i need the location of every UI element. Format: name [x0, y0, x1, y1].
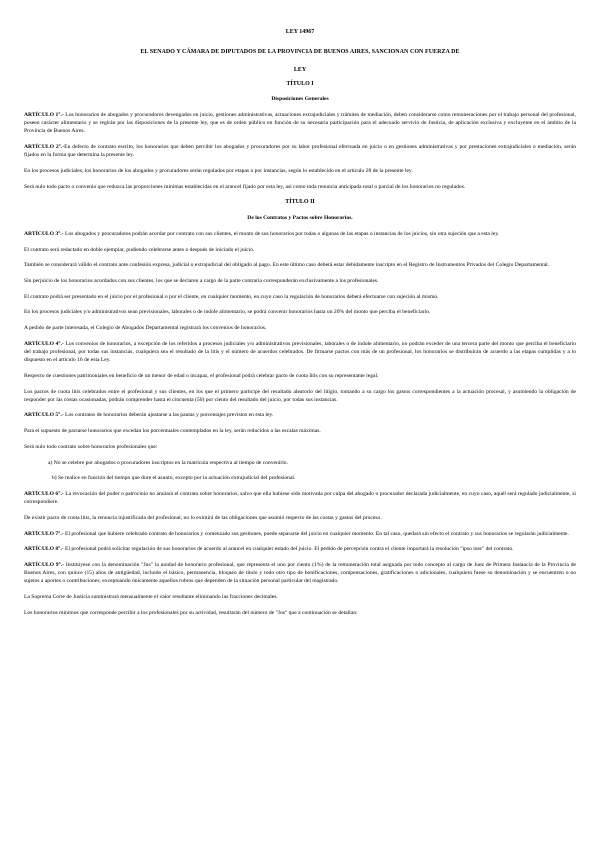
paragraph	[24, 230, 576, 238]
titulo-2-heading: TÍTULO II	[285, 199, 315, 206]
titulo-1-subheading: Disposiciones Generales	[271, 95, 329, 102]
article-label: ARTÍCULO 1°.-	[24, 112, 64, 119]
paragraph-text: El profesional podrá solicitar regulación de sus honorarios de acuerdo al arancel en cualquier estado del juicio. El pedido de percepción contra el cliente importará la resolución "ipso iure" del contrato.	[63, 546, 514, 553]
paragraph-text: Los convenios de honorarios, a excepción de los referidos a procesos judiciales y/o administrativos previsionales, laborales o de índole alimentario, no podrán exceder de una tercera parte del monto que perciba el beneficiario del trabajo profesional, por todas sus instancias, cualquiera sea el resultado de la litis y el número de acuerdos celebrados. De firmarse pactos con más de un profesional, los honorarios se distribuirán de acuerdo a las etapas cumplidas y a lo dispuesto en el artículo 16 de esta Ley.	[24, 340, 577, 364]
paragraph	[24, 388, 576, 404]
paragraph-text: También se considerará válido el contrato ante confesión expresa, judicial o extrajudicial del obligado al pago. En este último caso deberá estar debidamente inscripto en el Registro de Instrumentos Privados del Colegio Departamental.	[24, 262, 550, 269]
paragraph	[24, 293, 576, 301]
paragraph-text: La revocación del poder o patrocinio no anulará el contrato sobre honorarios, salvo que ella hubiese sido motivada por culpa del abogado o procurador declarada judicialmente, en cuyo caso, aquél será regulado judicialmente, si correspondiere.	[24, 491, 576, 506]
paragraph-text: Sin perjuicio de los honorarios acordados con sus clientes, los que se declaren a cargo de la parte contraria corresponderán exclusivamente a los profesionales.	[24, 277, 379, 284]
paragraph	[24, 545, 576, 553]
paragraph	[24, 111, 576, 136]
titulo-2-body	[24, 230, 576, 617]
paragraph-text: A pedido de parte interesada, el Colegio de Abogados Departamental registrará los convenios de honorarios.	[24, 325, 267, 332]
article-label: ARTÍCULO 4°.-	[24, 340, 64, 347]
paragraph-text: De existir pacto de cuota litis, la renuncia injustificada del profesional, no lo eximirá de las obligaciones que asumió respecto de las costas y gastos del proceso.	[24, 514, 382, 521]
article-label: ARTÍCULO 8°.-	[24, 546, 64, 553]
paragraph	[24, 246, 576, 254]
paragraph-text: El contrato será redactado en doble ejemplar, pudiendo celebrarse antes o después de iniciado el juicio.	[24, 246, 255, 253]
titulo-2-subheading: De los Contratos y Pactos sobre Honorarios.	[247, 214, 353, 221]
titulo-1-heading: TÍTULO I	[286, 80, 314, 87]
paragraph	[24, 514, 576, 522]
paragraph-text: Para el supuesto de pactarse honorarios que excedan los porcentuales contemplados en la ley, serán reducidos a las escalas máximas.	[24, 428, 321, 435]
paragraph	[24, 411, 576, 419]
paragraph	[24, 593, 576, 601]
paragraph	[24, 183, 576, 191]
paragraph-text: Los honorarios mínimos que corresponde percibir a los profesionales por su actividad, resultarán del número de "Jus" que a continuación se detallan:	[24, 609, 358, 616]
paragraph	[24, 427, 576, 435]
list-item: b) Se realice en función del tiempo que dure el asunto, excepto por la actuación extrajudicial del profesional.	[52, 475, 296, 482]
article-label: ARTÍCULO 7°.-	[24, 530, 64, 537]
paragraph	[24, 143, 576, 159]
paragraph	[24, 490, 576, 506]
list-item: a) No se celebre por abogados o procuradores inscriptos en la matrícula respectiva al tiempo de convenirlo.	[48, 459, 288, 466]
ley-heading: LEY	[293, 67, 307, 74]
article-label: ARTÍCULO 3°.-	[24, 230, 64, 237]
article-label: ARTÍCULO 6°.-	[24, 491, 64, 497]
paragraph-text: El profesional que hubiere celebrado contrato de honorarios y comenzado sus gestiones, puede separarse del juicio en cualquier momento. En tal caso, quedará sin efecto el contrato y sus honorarios se regularán judicialmente.	[63, 530, 569, 537]
article-label: ARTÍCULO 9°.-	[24, 562, 65, 569]
article-label: ARTÍCULO 5°.-	[24, 412, 64, 419]
paragraph-text: Los honorarios de abogados y procuradores devengados en juicio, gestiones administrativas, actuaciones extrajudiciales y trámites de mediación, deben considerarse como remuneraciones por el trabajo personal del profesional, poseen carácter alimentario y se regirán por las disposiciones de la presente ley, que es de orden público en función de su necesaria participación para el adecuado servicio de Justicia, de aplicación exclusiva y excluyente en el ámbito de la Provincia de Buenos Aires.	[24, 112, 576, 135]
enactment-formula: EL SENADO Y CÁMARA DE DIPUTADOS DE LA PROVINCIA DE BUENOS AIRES, SANCIONAN CON FUERZA DE	[140, 49, 460, 56]
paragraph-text: Los abogados y procuradores podrán acordar por contrato con sus clientes, el monto de sus honorarios por todas o algunas de las etapas o instancias de los juicios, sin otra sujeción que a esta ley.	[63, 230, 500, 237]
paragraph	[24, 372, 576, 380]
paragraph-text: Respecto de cuestiones patrimoniales en beneficio de un menor de edad o incapaz, el profesional podrá celebrar pacto de cuota litis con su representante legal.	[24, 372, 379, 379]
titulo-1-body	[24, 111, 576, 191]
paragraph-text: La Suprema Corte de Justicia suministrará mensualmente el valor resultante eliminando las fracciones decimales.	[24, 594, 278, 601]
paragraph-text: Institúyese con la denominación "Jus" la unidad de honorario profesional, que representa el uno por ciento (1%) de la remuneración total asignada por todo concepto al cargo de Juez de Primera Instancia de la Provincia de Buenos Aires, con quince (15) años de antigüedad, incluido el básico, permanencia, bloqueo de título y todo otro tipo de bonificaciones, compensaciones, gratificaciones o adicionales, cualquiera fuese su denominación y se encuentren o no sujetos a aportes o contribuciones, exceptuando únicamente aquellos rubros que dependen de la situación personal particular del magistrado.	[24, 562, 576, 585]
paragraph-text: El contrato podrá ser presentado en el juicio por el profesional o por el cliente, en cualquier momento, en cuyo caso la regulación de honorarios deberá efectuarse con sujeción al mismo.	[24, 293, 439, 300]
paragraph	[24, 167, 576, 175]
paragraph	[24, 324, 576, 332]
paragraph	[24, 561, 576, 586]
paragraph	[24, 261, 576, 269]
paragraph	[24, 277, 576, 285]
paragraph	[24, 609, 576, 617]
paragraph-text: En los procesos judiciales, los honorarios de los abogados y procuradores serán regulados por etapas o por instancias, según lo establecido en el artículo 28 de la presente ley.	[24, 168, 413, 175]
paragraph-text: Los contratos de honorarios deberán ajustarse a las pautas y porcentajes previstos en esta ley.	[63, 412, 274, 419]
paragraph-text: Los pactos de cuota litis celebrados entre el profesional y sus clientes, en los que el primero participe del resultado aleatorio del litigio, tomando a su cargo los gastos correspondientes a la actuación procesal, y asumiendo la obligación de responder por las costas ocasionadas, podrán comprender hasta el cincuenta (50) por ciento del resultado del juicio, por todas sus instancias.	[24, 388, 576, 403]
paragraph-text: En los procesos judiciales y/o administrativos sean previsionales, laborales o de índole alimentario, se podrá convenir honorarios hasta un 20% del monto que perciba el beneficiario.	[24, 309, 431, 316]
article-label: ARTÍCULO 2°.-	[24, 144, 65, 151]
law-number: LEY 14967	[285, 29, 315, 35]
paragraph	[24, 308, 576, 316]
paragraph-text: En defecto de contrato escrito, los honorarios que deben percibir los abogados y procuradores por su labor profesional efectuada en juicio o en gestiones administrativas y por prestaciones extrajudiciales o mediación, serán fijados en la forma que determina la presente ley.	[24, 144, 576, 159]
paragraph	[24, 530, 576, 538]
paragraph	[24, 340, 576, 365]
paragraph-text: Será nulo todo contrato sobre honorarios profesionales que:	[24, 443, 158, 450]
paragraph	[24, 443, 576, 451]
paragraph-text: Será nulo todo pacto o convenio que reduzca las proporciones mínimas establecidas en el arancel fijado por esta ley, así como toda renuncia anticipada total o parcial de los honorarios no regulados.	[24, 183, 466, 190]
